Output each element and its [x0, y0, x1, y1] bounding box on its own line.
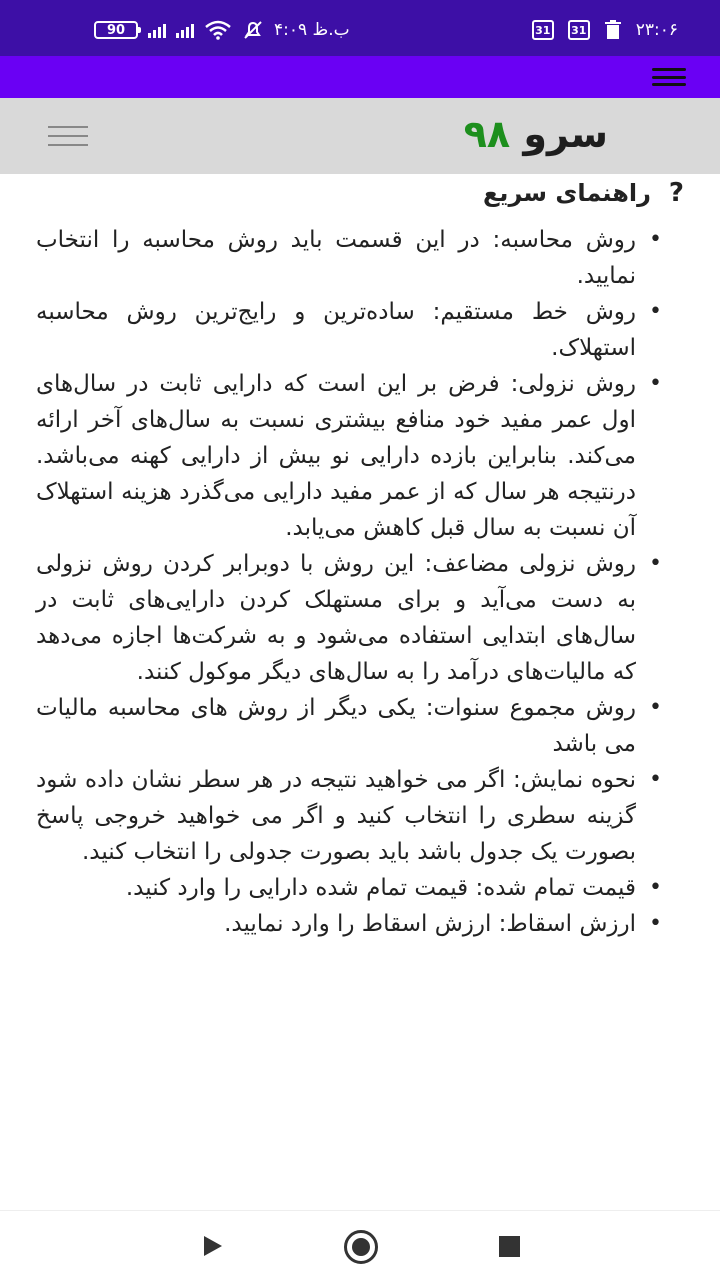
- guide-item-salvage-value: • ارزش اسقاط: ارزش اسقاط را وارد نمایید.: [36, 906, 636, 942]
- battery-level: 90: [106, 22, 126, 38]
- recent-apps-icon[interactable]: [499, 1236, 520, 1257]
- trash-icon: [604, 20, 622, 40]
- logo-number: ۹۸: [463, 112, 511, 156]
- status-right-group: [532, 18, 678, 42]
- system-nav-bar: [0, 1210, 720, 1280]
- calendar-icon-2: [568, 20, 590, 40]
- header: [0, 98, 720, 174]
- guide-heading: [483, 178, 684, 208]
- guide-item-display-mode: • نحوه نمایش: اگر می خواهید نتیجه در هر سطر نشان داده شود گزینه سطری را انتخاب کنید و اگر می خواهید خروجی پاسخ بصورت یک جدول باشد باید بصورت جدولی را انتخاب کنید.: [36, 762, 636, 870]
- status-time-text: ۴:۰۹ ب.ظ: [274, 20, 350, 40]
- calendar-2-day: 31: [571, 23, 587, 37]
- logo: [464, 112, 608, 156]
- calendar-icon: [532, 20, 554, 40]
- guide-title: راهنمای سریع: [483, 179, 651, 207]
- home-icon[interactable]: [344, 1230, 378, 1264]
- status-left-group: [94, 18, 350, 42]
- logo-name: سرو: [523, 112, 608, 156]
- guide-item-method: • روش محاسبه: در این قسمت باید روش محاسبه را انتخاب نمایید.: [36, 222, 636, 294]
- calendar-1-day: 31: [535, 23, 551, 37]
- wifi-icon: [204, 20, 232, 40]
- status-bar: [0, 0, 720, 56]
- mute-bell-icon: [242, 20, 264, 40]
- guide-item-double-declining: • روش نزولی مضاعف: این روش با دوبرابر کردن روش نزولی به دست می‌آید و برای مستهلک کردن دارایی‌های ثابت در سال‌های ابتدایی استفاده می‌شود و به شرکت‌ها اجازه می‌دهد که مالیات‌های درآمد را به سال‌های دیگر موکول کنند.: [36, 546, 636, 690]
- clock: ۲۳:۰۶: [635, 20, 678, 40]
- back-icon[interactable]: [204, 1236, 222, 1256]
- guide-item-declining: • روش نزولی: فرض بر این است که دارایی ثابت در سال‌های اول عمر مفید خود منافع بیشتری نسبت به سال‌های آخر ارائه می‌کند. بنابراین بازده دارایی نو بیش از دارایی کهنه می‌باشد. درنتیجه هر سال که از عمر مفید دارایی می‌گذرد هزینه استهلاک آن نسبت به سال قبل کاهش می‌یابد.: [36, 366, 636, 546]
- guide-item-cost: • قیمت تمام شده: قیمت تمام شده دارایی را وارد کنید.: [36, 870, 636, 906]
- menu-icon[interactable]: [652, 68, 686, 86]
- question-mark-icon: ?: [668, 178, 684, 208]
- guide-item-sum-of-years: • روش مجموع سنوات: یکی دیگر از روش های محاسبه مالیات می باشد: [36, 690, 636, 762]
- app-bar: [0, 56, 720, 98]
- signal-icon-2: [176, 22, 194, 38]
- signal-icon: [148, 22, 166, 38]
- hamburger-menu-icon[interactable]: [48, 126, 88, 146]
- guide-list: [36, 222, 636, 942]
- guide-item-straight-line: • روش خط مستقیم: ساده‌ترین و رایج‌ترین روش محاسبه استهلاک.: [36, 294, 636, 366]
- battery-icon: [94, 21, 138, 39]
